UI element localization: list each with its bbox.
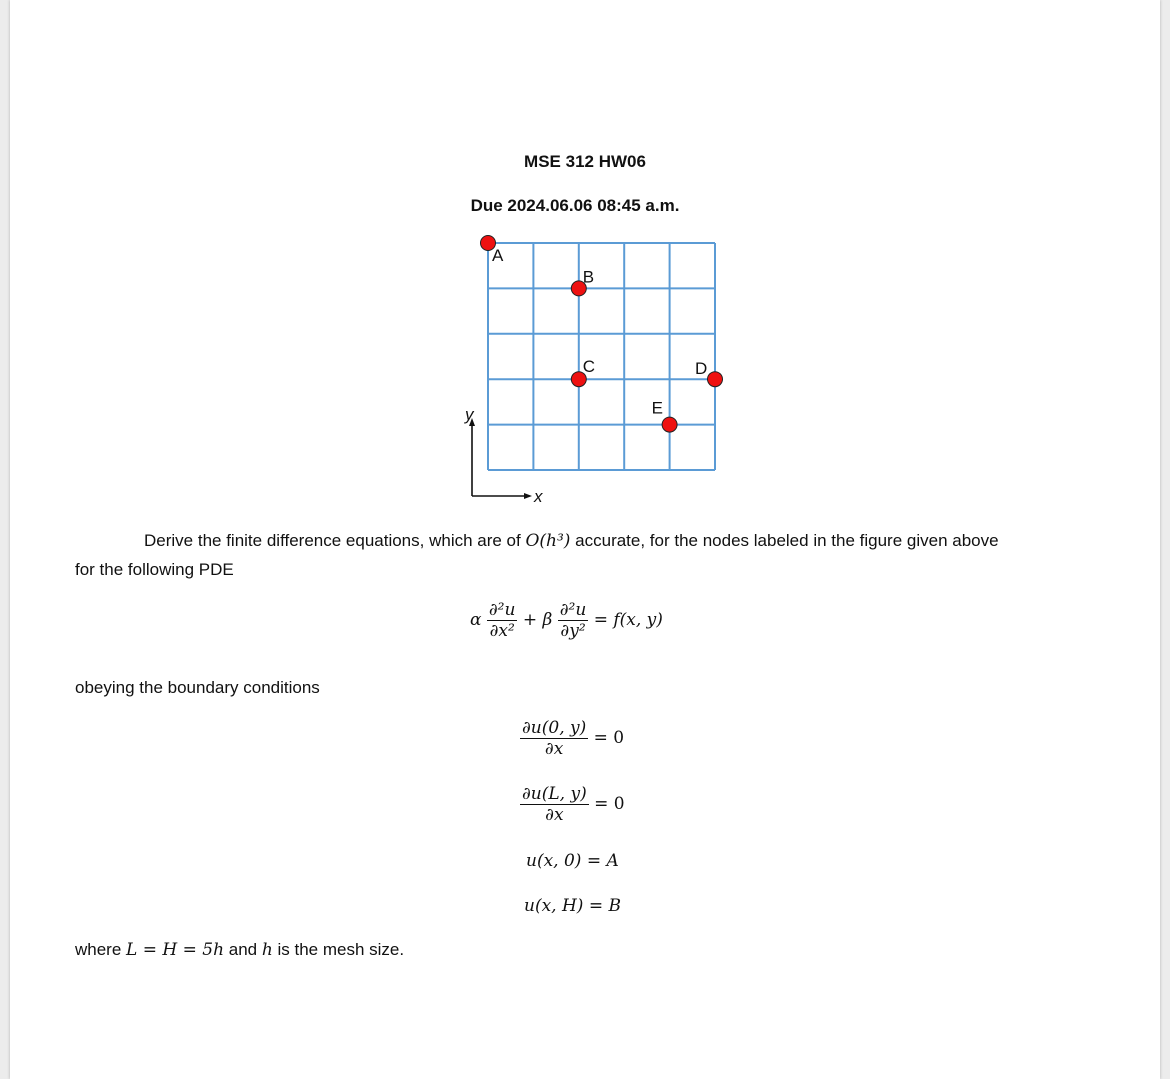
bc2-denominator: ∂x (545, 805, 564, 825)
intro-text-b: accurate, for the nodes labeled in the figure given above (570, 531, 999, 550)
node-d (708, 372, 723, 387)
where-text-a: where (75, 940, 127, 959)
pde-rhs: = f(x, y) (593, 610, 663, 630)
y-axis-label: y (465, 405, 474, 424)
bc1-denominator: ∂x (544, 739, 564, 759)
bc-2 (520, 784, 625, 825)
bc-1 (520, 718, 624, 759)
bc1-fraction (520, 718, 588, 759)
node-label-a: A (492, 246, 504, 265)
bc2-numerator: ∂u(L, y) (522, 784, 587, 804)
node-label-b: B (582, 267, 595, 287)
intro-line-2: for the following PDE (75, 560, 234, 579)
bc1-numerator: ∂u(0, y) (522, 718, 587, 738)
bc1-rhs: = 0 (593, 728, 625, 748)
node-e (662, 417, 677, 432)
bc-3: u(x, 0) = A (526, 851, 619, 871)
pde-equation (470, 600, 663, 641)
mesh-figure (450, 228, 740, 508)
where-text-b: and (224, 940, 262, 959)
document-page (10, 0, 1160, 1079)
beta-symbol: β (542, 610, 553, 630)
x-axis-label: x (534, 487, 543, 506)
term2-denominator: ∂y² (560, 621, 586, 641)
plus-sign: + (522, 610, 538, 630)
node-label-d: D (695, 359, 708, 379)
obeying-text: obeying the boundary conditions (75, 678, 320, 697)
term1-fraction (487, 600, 518, 641)
where-h: h (261, 940, 273, 960)
where-math: L = H = 5h (126, 940, 225, 960)
bc-4: u(x, H) = B (524, 896, 621, 916)
term2-fraction (558, 600, 589, 641)
due-date: Due 2024.06.06 08:45 a.m. (470, 196, 680, 215)
bc2-rhs: = 0 (594, 794, 625, 814)
order-notation: O(h³) (525, 531, 571, 551)
term1-numerator: ∂²u (488, 600, 516, 620)
where-line (75, 935, 404, 965)
alpha-symbol: α (470, 610, 482, 630)
course-title: MSE 312 HW06 (524, 152, 646, 171)
intro-line-1 (144, 526, 999, 556)
where-text-c: is the mesh size. (272, 940, 405, 959)
term2-numerator: ∂²u (559, 600, 587, 620)
x-axis-arrow (524, 493, 532, 499)
term1-denominator: ∂x² (489, 621, 515, 641)
node-label-e: E (651, 398, 663, 418)
bc2-fraction (520, 784, 589, 825)
node-label-c: C (582, 357, 596, 377)
intro-text-a: Derive the finite difference equations, which are of (144, 531, 526, 550)
